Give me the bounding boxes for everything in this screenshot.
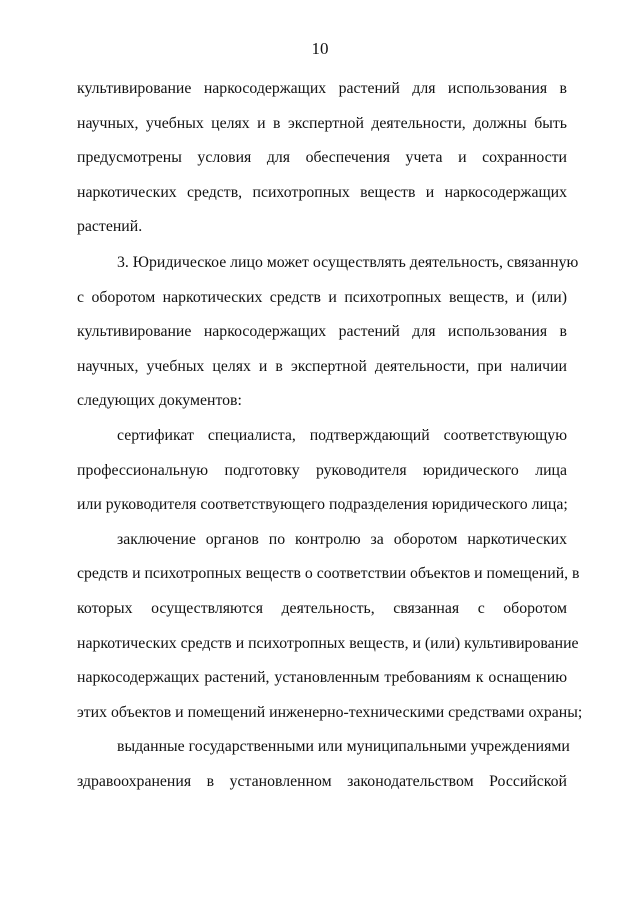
paragraph [77,730,570,799]
text-line: профессиональную подготовку руководителя юридического лица [77,461,567,479]
text-line: научных, учебных целях и в экспертной деятельности, при наличии [77,357,567,375]
page-number: 10 [311,39,329,58]
text-line: или руководителя соответствующего подразделения юридического лица; [77,496,568,514]
text-line: сертификат специалиста, подтверждающий соответствующую [117,426,567,444]
paragraph [77,523,583,731]
paragraph [77,419,567,523]
text-line: предусмотрены условия для обеспечения учета и сохранности [77,149,567,167]
text-line: здравоохранения в установленном законодательством Российской [77,772,567,790]
text-line: научных, учебных целях и в экспертной деятельности, должны быть [77,114,567,132]
text-line: средств и психотропных веществ о соответствии объектов и помещений, в [77,565,580,583]
text-line: следующих документов: [77,392,242,410]
text-line: наркотических средств и психотропных веществ, и (или) культивирование [77,634,579,652]
text-line: наркосодержащих растений, установленным требованиям к оснащению [77,669,567,687]
text-line: культивирование наркосодержащих растений для использования в [77,323,567,341]
paragraph [77,72,567,245]
text-line: выданные государственными или муниципальными учреждениями [117,738,570,756]
text-line: 3. Юридическое лицо может осуществлять деятельность, связанную [117,253,579,271]
text-line: культивирование наркосодержащих растений для использования в [77,80,567,97]
text-line: наркотических средств, психотропных веществ и наркосодержащих [77,183,567,201]
text-line: растений. [77,218,143,236]
paragraph [77,246,579,419]
text-line: заключение органов по контролю за оборотом наркотических [117,530,567,548]
document-body [77,72,583,799]
text-line: с оборотом наркотических средств и психотропных веществ, и (или) [77,288,567,306]
text-line: которых осуществляются деятельность, связанная с оборотом [77,599,567,617]
text-line: этих объектов и помещений инженерно-техническими средствами охраны; [77,703,583,721]
